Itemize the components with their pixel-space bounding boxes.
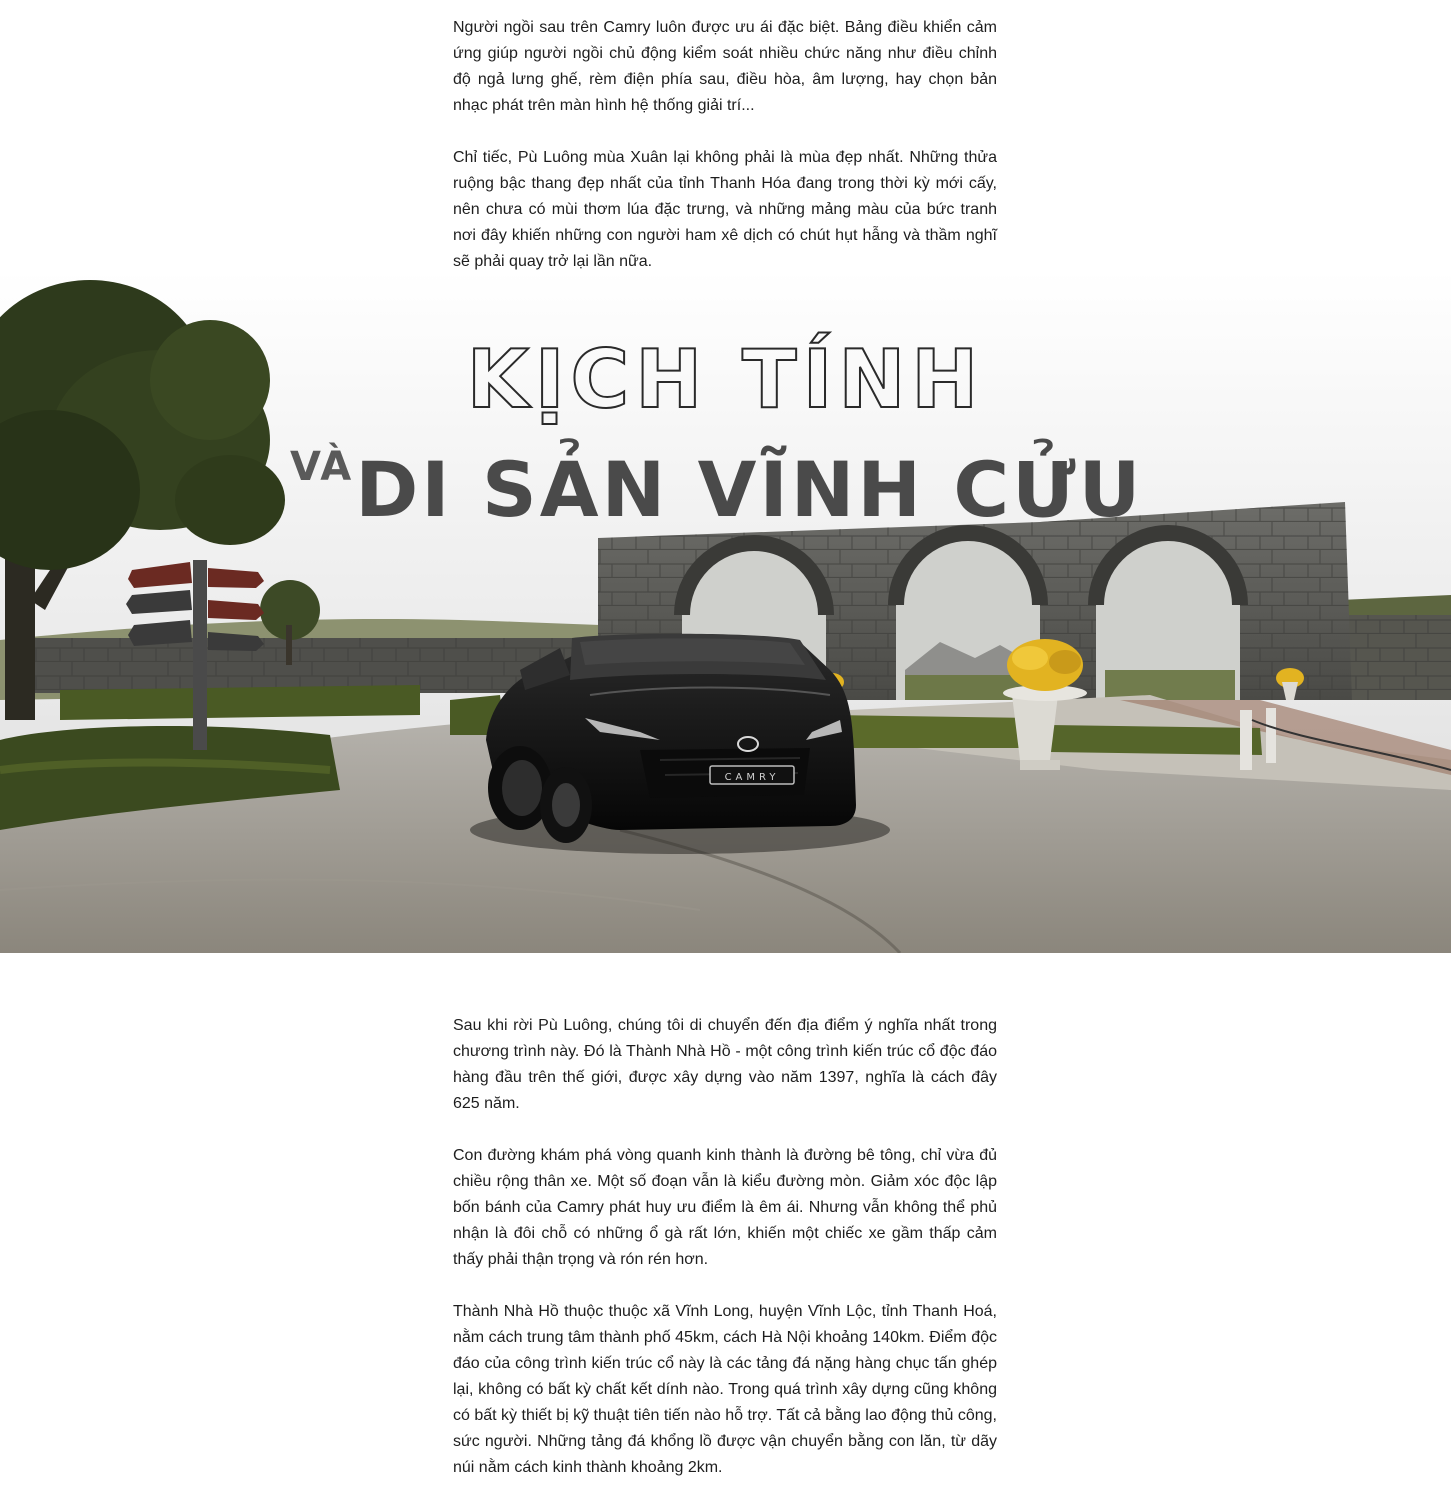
article-paragraph-1: Sau khi rời Pù Luông, chúng tôi di chuyển đến địa điểm ý nghĩa nhất trong chương trình này. Đó là Thành Nhà Hồ - một công trình kiến trúc cổ độc đáo hàng đầu trên thế giới, được xây dựng vào năm 1397, nghĩa là cách đây 625 năm. [453,1017,997,1112]
intro-paragraph-2: Chỉ tiếc, Pù Luông mùa Xuân lại không phải là mùa đẹp nhất. Những thửa ruộng bậc thang đẹp nhất của tỉnh Thanh Hóa đang trong thời kỳ mới cấy, nên chưa có mùi thơm lúa đặc trưng, và những mảng màu của bức tranh nơi đây khiến những con người ham xê dịch có chút hụt hẫng và thầm nghĩ sẽ phải quay trở lại lần nữa. [453,149,997,270]
car-badge-text: CAMRY [724,772,780,783]
article-paragraph-2: Con đường khám phá vòng quanh kinh thành là đường bê tông, chỉ vừa đủ chiều rộng thân xe. Một số đoạn vẫn là kiểu đường mòn. Giảm xóc độc lập bốn bánh của Camry phát huy ưu điểm là êm ái. Nhưng vẫn không thể phủ nhận là đôi chỗ có những ổ gà rất lớn, khiến một chiếc xe gầm thấp cảm thấy phải thận trọng và rón rén hơn. [453,1147,997,1268]
intro-text [453,15,997,275]
headline-title-line2 [290,444,1190,534]
headline-small-word: VÀ [290,444,354,490]
article-body [453,1013,997,1481]
headline-title-line1: KỊCH TÍNH [466,333,985,426]
article-paragraph-3: Thành Nhà Hồ thuộc thuộc xã Vĩnh Long, huyện Vĩnh Lộc, tỉnh Thanh Hoá, nằm cách trung tâm thành phố 45km, cách Hà Nội khoảng 140km. Điểm độc đáo của công trình kiến trúc cổ này là các tảng đá nặng hàng chục tấn ghép lại, không có bất kỳ chất kết dính nào. Trong quá trình xây dựng cũng không có bất kỳ thiết bị kỹ thuật tiên tiến nào hỗ trợ. Tất cả bằng lao động thủ công, sức người. Những tảng đá khổng lồ được vận chuyển bằng con lăn, từ dãy núi nằm cách kinh thành khoảng 2km. [453,1303,997,1476]
headline-main-phrase: DI SẢN VĨNH CỬU [355,445,1144,534]
intro-paragraph-1: Người ngồi sau trên Camry luôn được ưu ái đặc biệt. Bảng điều khiển cảm ứng giúp người ngồi chủ động kiểm soát nhiều chức năng như điều chỉnh độ ngả lưng ghế, rèm điện phía sau, điều hòa, âm lượng, hay chọn bản nhạc phát trên màn hình hệ thống giải trí... [453,19,997,114]
